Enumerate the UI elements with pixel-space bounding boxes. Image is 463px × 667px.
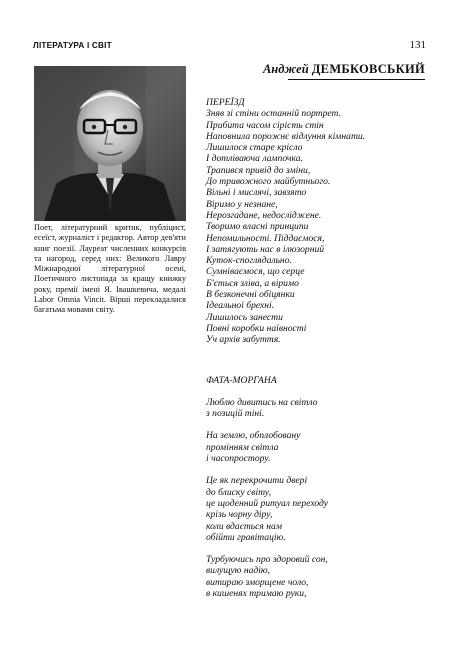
poem-title: ФАТА-МОРГАНА bbox=[206, 374, 277, 386]
author-name bbox=[263, 62, 425, 77]
poem-line: Люблю дивитись на світло bbox=[206, 396, 318, 408]
poem-line: Творимо власні принципи bbox=[206, 221, 309, 233]
poem-line: Віримо у незнане, bbox=[206, 198, 278, 210]
page-number: 131 bbox=[409, 39, 426, 51]
poem-line: Лишилось занести bbox=[206, 311, 283, 323]
poem-line: На землю, обплобовану bbox=[206, 430, 301, 442]
header-rule bbox=[288, 79, 425, 80]
author-first-name: Анджей bbox=[262, 62, 309, 76]
poem-line: До тривожного майбутнього. bbox=[206, 176, 331, 188]
poem-line: промінням світла bbox=[206, 441, 279, 453]
poem-line: Сумніваємося, що серце bbox=[206, 266, 305, 278]
author-portrait-image bbox=[34, 66, 186, 221]
poem-line: Наповнила порожнє відлуння кімнати. bbox=[206, 130, 366, 142]
poem-line: в кишенях тримаю руки, bbox=[206, 587, 307, 599]
author-bio bbox=[34, 223, 186, 316]
poem-line: Зняв зі стіни останній портрет. bbox=[206, 108, 341, 120]
poem-line: Уч архів забуття. bbox=[206, 334, 281, 346]
poem-line: з позицій тіні. bbox=[206, 408, 265, 420]
title-spacer bbox=[206, 386, 436, 397]
poem-line: Б'ється зліва, а віримо bbox=[206, 277, 299, 289]
poem-line: Куток-споглядально. bbox=[206, 255, 292, 267]
poem-line: витираю зморщене чоло, bbox=[206, 576, 309, 588]
section-header: ЛІТЕРАТУРА І СВІТ bbox=[33, 41, 112, 50]
bio-text: Поет, літературний критик, публіцист, есеїст, журналіст і редактор. Автор дев'яти книг поезії. Лауреат численних конкурсів та нагород, серед них: Великого Лавру Міжнародної літературної осені, Поетичного листопада за кращу книжку року, премії імені Я. Івашкевича, медалі Labor Omnia Vincit. Вірші перекладалися багатьма мовами світу. bbox=[34, 223, 186, 315]
poem-line: І дотліваюча лампочка. bbox=[206, 153, 303, 165]
poem-line: і часопростору. bbox=[206, 453, 271, 465]
author-photo bbox=[34, 66, 186, 221]
poem-stanza bbox=[206, 108, 436, 345]
poem-separator bbox=[206, 357, 436, 375]
poem-line: В безконечні обіцянки bbox=[206, 289, 295, 301]
poem-line: до блиску світу, bbox=[206, 486, 271, 498]
poem-line: Непомильності. Піддаємося, bbox=[206, 232, 325, 244]
poem-line: Лишилося старе крісло bbox=[206, 142, 303, 154]
poem-stanza bbox=[206, 430, 436, 464]
poem-line: Це як перекрочити двері bbox=[206, 475, 308, 487]
poem-line: Повні коробки наївності bbox=[206, 322, 307, 334]
poem-title: ПЕРЕЇЗД bbox=[206, 97, 245, 108]
poem-line: Ідеальної брехні. bbox=[206, 300, 275, 312]
poem-line: коли вдається нам bbox=[206, 520, 282, 532]
poem-stanza bbox=[206, 397, 436, 420]
author-last-name: ДЕМБКОВСЬКИЙ bbox=[311, 62, 425, 76]
poem-pereizd bbox=[206, 97, 436, 346]
poem-line: Трапився привід до зміни, bbox=[206, 164, 311, 176]
poem-line: обійти гравітацію. bbox=[206, 531, 286, 543]
poem-line: вилущую надію, bbox=[206, 565, 271, 577]
poem-line: Турбуючись про здоровий сон, bbox=[206, 554, 328, 566]
poems bbox=[206, 97, 436, 610]
poem-stanza bbox=[206, 554, 436, 599]
poem-stanza bbox=[206, 475, 436, 543]
poem-fata-morgana bbox=[206, 375, 436, 600]
poem-line: Прибита часом сірість стін bbox=[206, 119, 324, 131]
poem-line: Вільні і мислячі, завзято bbox=[206, 187, 307, 199]
poem-line: Нерозгадане, недосліджене. bbox=[206, 209, 322, 221]
poem-line: крізь чорну діру, bbox=[206, 509, 273, 521]
poem-line: це щоденний ритуал переходу bbox=[206, 497, 329, 509]
poem-line: І затягують нас в ілюзорний bbox=[206, 243, 325, 255]
